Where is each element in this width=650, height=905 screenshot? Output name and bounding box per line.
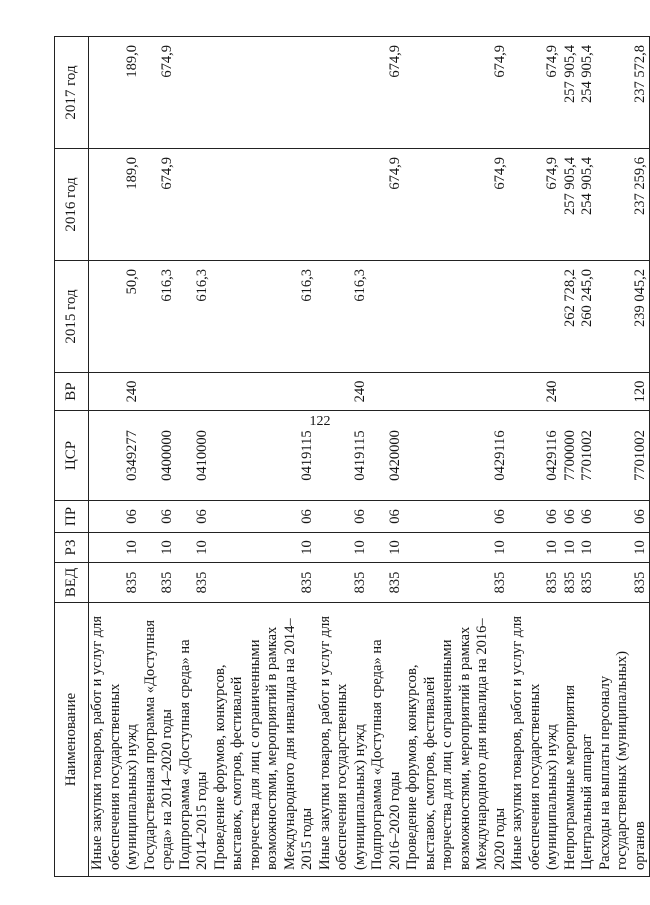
cell-name: Иные закупки товаров, работ и услуг для обеспечения государственных (муниципальных) нужд xyxy=(89,603,142,877)
table-row xyxy=(404,37,509,877)
cell-2015: 262 728,2 xyxy=(562,261,580,373)
cell-2015: 239 045,2 xyxy=(597,261,650,373)
cell-rz: 10 xyxy=(89,533,142,563)
cell-vr xyxy=(369,373,404,411)
cell-csr: 7701002 xyxy=(597,411,650,501)
table-row xyxy=(562,37,580,877)
header-name: Наименование xyxy=(55,603,89,877)
cell-name: Иные закупки товаров, работ и услуг для обеспечения государственных (муниципальных) нужд xyxy=(509,603,562,877)
table-row xyxy=(177,37,212,877)
cell-pr: 06 xyxy=(509,501,562,533)
cell-pr: 06 xyxy=(562,501,580,533)
budget-table-rotated xyxy=(54,37,648,877)
cell-vr: 240 xyxy=(317,373,370,411)
cell-2017: 257 905,4 xyxy=(562,37,580,149)
cell-csr: 0400000 xyxy=(142,411,177,501)
cell-pr: 06 xyxy=(212,501,317,533)
cell-name: Проведение форумов, конкурсов, выставок, смотров, фестивалей творчества для лиц с ограниченными возможностями, мероприятий в рамках Международного дня инвалида на 2016–2020 годы xyxy=(404,603,509,877)
table-row xyxy=(89,37,142,877)
cell-2017: 674,9 xyxy=(509,37,562,149)
cell-2016: 189,0 xyxy=(89,149,142,261)
cell-2015: 616,3 xyxy=(177,261,212,373)
cell-2017: 237 572,8 xyxy=(597,37,650,149)
cell-csr: 0419115 xyxy=(317,411,370,501)
cell-ved: 835 xyxy=(317,563,370,603)
cell-csr: 7700000 xyxy=(562,411,580,501)
cell-vr xyxy=(142,373,177,411)
cell-rz: 10 xyxy=(404,533,509,563)
cell-vr: 240 xyxy=(509,373,562,411)
cell-ved: 835 xyxy=(579,563,597,603)
header-vr: ВР xyxy=(55,373,89,411)
cell-csr: 0429116 xyxy=(404,411,509,501)
cell-2015 xyxy=(404,261,509,373)
header-2016: 2016 год xyxy=(55,149,89,261)
cell-rz: 10 xyxy=(579,533,597,563)
table-row xyxy=(597,37,650,877)
cell-name: Иные закупки товаров, работ и услуг для обеспечения государственных (муниципальных) нужд xyxy=(317,603,370,877)
header-rz: РЗ xyxy=(55,533,89,563)
cell-rz: 10 xyxy=(212,533,317,563)
cell-2017: 674,9 xyxy=(142,37,177,149)
cell-name: Центральный аппарат xyxy=(579,603,597,877)
cell-vr xyxy=(562,373,580,411)
cell-rz: 10 xyxy=(509,533,562,563)
cell-2016: 674,9 xyxy=(509,149,562,261)
cell-ved: 835 xyxy=(562,563,580,603)
cell-2017: 254 905,4 xyxy=(579,37,597,149)
cell-2016 xyxy=(317,149,370,261)
cell-pr: 06 xyxy=(177,501,212,533)
cell-2016: 674,9 xyxy=(369,149,404,261)
cell-csr: 0419115 xyxy=(212,411,317,501)
budget-table xyxy=(54,36,650,877)
cell-ved: 835 xyxy=(89,563,142,603)
table-header-row xyxy=(55,37,89,877)
cell-2017: 674,9 xyxy=(369,37,404,149)
cell-vr xyxy=(177,373,212,411)
header-ved: ВЕД xyxy=(55,563,89,603)
cell-csr: 7701002 xyxy=(579,411,597,501)
cell-rz: 10 xyxy=(142,533,177,563)
cell-2016: 674,9 xyxy=(404,149,509,261)
cell-vr: 120 xyxy=(597,373,650,411)
cell-name: Непрограммные мероприятия xyxy=(562,603,580,877)
cell-csr: 0410000 xyxy=(177,411,212,501)
cell-2016: 237 259,6 xyxy=(597,149,650,261)
cell-name: Проведение форумов, конкурсов, выставок, смотров, фестивалей творчества для лиц с ограниченными возможностями, мероприятий в рамках Международного дня инвалида на 2014–2015 годы xyxy=(212,603,317,877)
cell-pr: 06 xyxy=(579,501,597,533)
cell-ved: 835 xyxy=(212,563,317,603)
cell-csr: 0429116 xyxy=(509,411,562,501)
cell-2015: 50,0 xyxy=(89,261,142,373)
cell-pr: 06 xyxy=(142,501,177,533)
cell-ved: 835 xyxy=(404,563,509,603)
cell-2017 xyxy=(212,37,317,149)
header-2017: 2017 год xyxy=(55,37,89,149)
cell-2017: 674,9 xyxy=(404,37,509,149)
cell-rz: 10 xyxy=(317,533,370,563)
header-csr: ЦСР xyxy=(55,411,89,501)
table-row xyxy=(369,37,404,877)
cell-2015: 616,3 xyxy=(212,261,317,373)
cell-pr: 06 xyxy=(317,501,370,533)
cell-2016: 674,9 xyxy=(142,149,177,261)
cell-ved: 835 xyxy=(597,563,650,603)
cell-ved: 835 xyxy=(142,563,177,603)
cell-pr: 06 xyxy=(369,501,404,533)
cell-vr xyxy=(579,373,597,411)
cell-pr: 06 xyxy=(89,501,142,533)
cell-2017: 189,0 xyxy=(89,37,142,149)
cell-rz: 10 xyxy=(369,533,404,563)
cell-ved: 835 xyxy=(509,563,562,603)
cell-2016 xyxy=(212,149,317,261)
cell-csr: 0349277 xyxy=(89,411,142,501)
cell-name: Расходы на выплаты персоналу государственных (муниципальных) органов xyxy=(597,603,650,877)
page-number: 122 xyxy=(309,414,331,429)
table-row xyxy=(509,37,562,877)
cell-name: Государственная программа «Доступная среда» на 2014–2020 годы xyxy=(142,603,177,877)
table-row xyxy=(142,37,177,877)
cell-vr: 240 xyxy=(89,373,142,411)
cell-pr: 06 xyxy=(597,501,650,533)
cell-ved: 835 xyxy=(369,563,404,603)
cell-2015 xyxy=(369,261,404,373)
table-row xyxy=(212,37,317,877)
cell-2016 xyxy=(177,149,212,261)
cell-name: Подпрограмма «Доступная среда» на 2016–2020 годы xyxy=(369,603,404,877)
cell-2017 xyxy=(177,37,212,149)
cell-2016: 254 905,4 xyxy=(579,149,597,261)
table-body xyxy=(89,37,650,877)
cell-rz: 10 xyxy=(177,533,212,563)
cell-vr xyxy=(212,373,317,411)
cell-csr: 0420000 xyxy=(369,411,404,501)
cell-pr: 06 xyxy=(404,501,509,533)
cell-2015: 616,3 xyxy=(317,261,370,373)
cell-2017 xyxy=(317,37,370,149)
header-pr: ПР xyxy=(55,501,89,533)
cell-rz: 10 xyxy=(597,533,650,563)
cell-2016: 257 905,4 xyxy=(562,149,580,261)
cell-rz: 10 xyxy=(562,533,580,563)
table-row xyxy=(317,37,370,877)
cell-2015: 616,3 xyxy=(142,261,177,373)
cell-name: Подпрограмма «Доступная среда» на 2014–2015 годы xyxy=(177,603,212,877)
header-2015: 2015 год xyxy=(55,261,89,373)
table-row xyxy=(579,37,597,877)
cell-2015 xyxy=(509,261,562,373)
cell-vr xyxy=(404,373,509,411)
cell-2015: 260 245,0 xyxy=(579,261,597,373)
cell-ved: 835 xyxy=(177,563,212,603)
